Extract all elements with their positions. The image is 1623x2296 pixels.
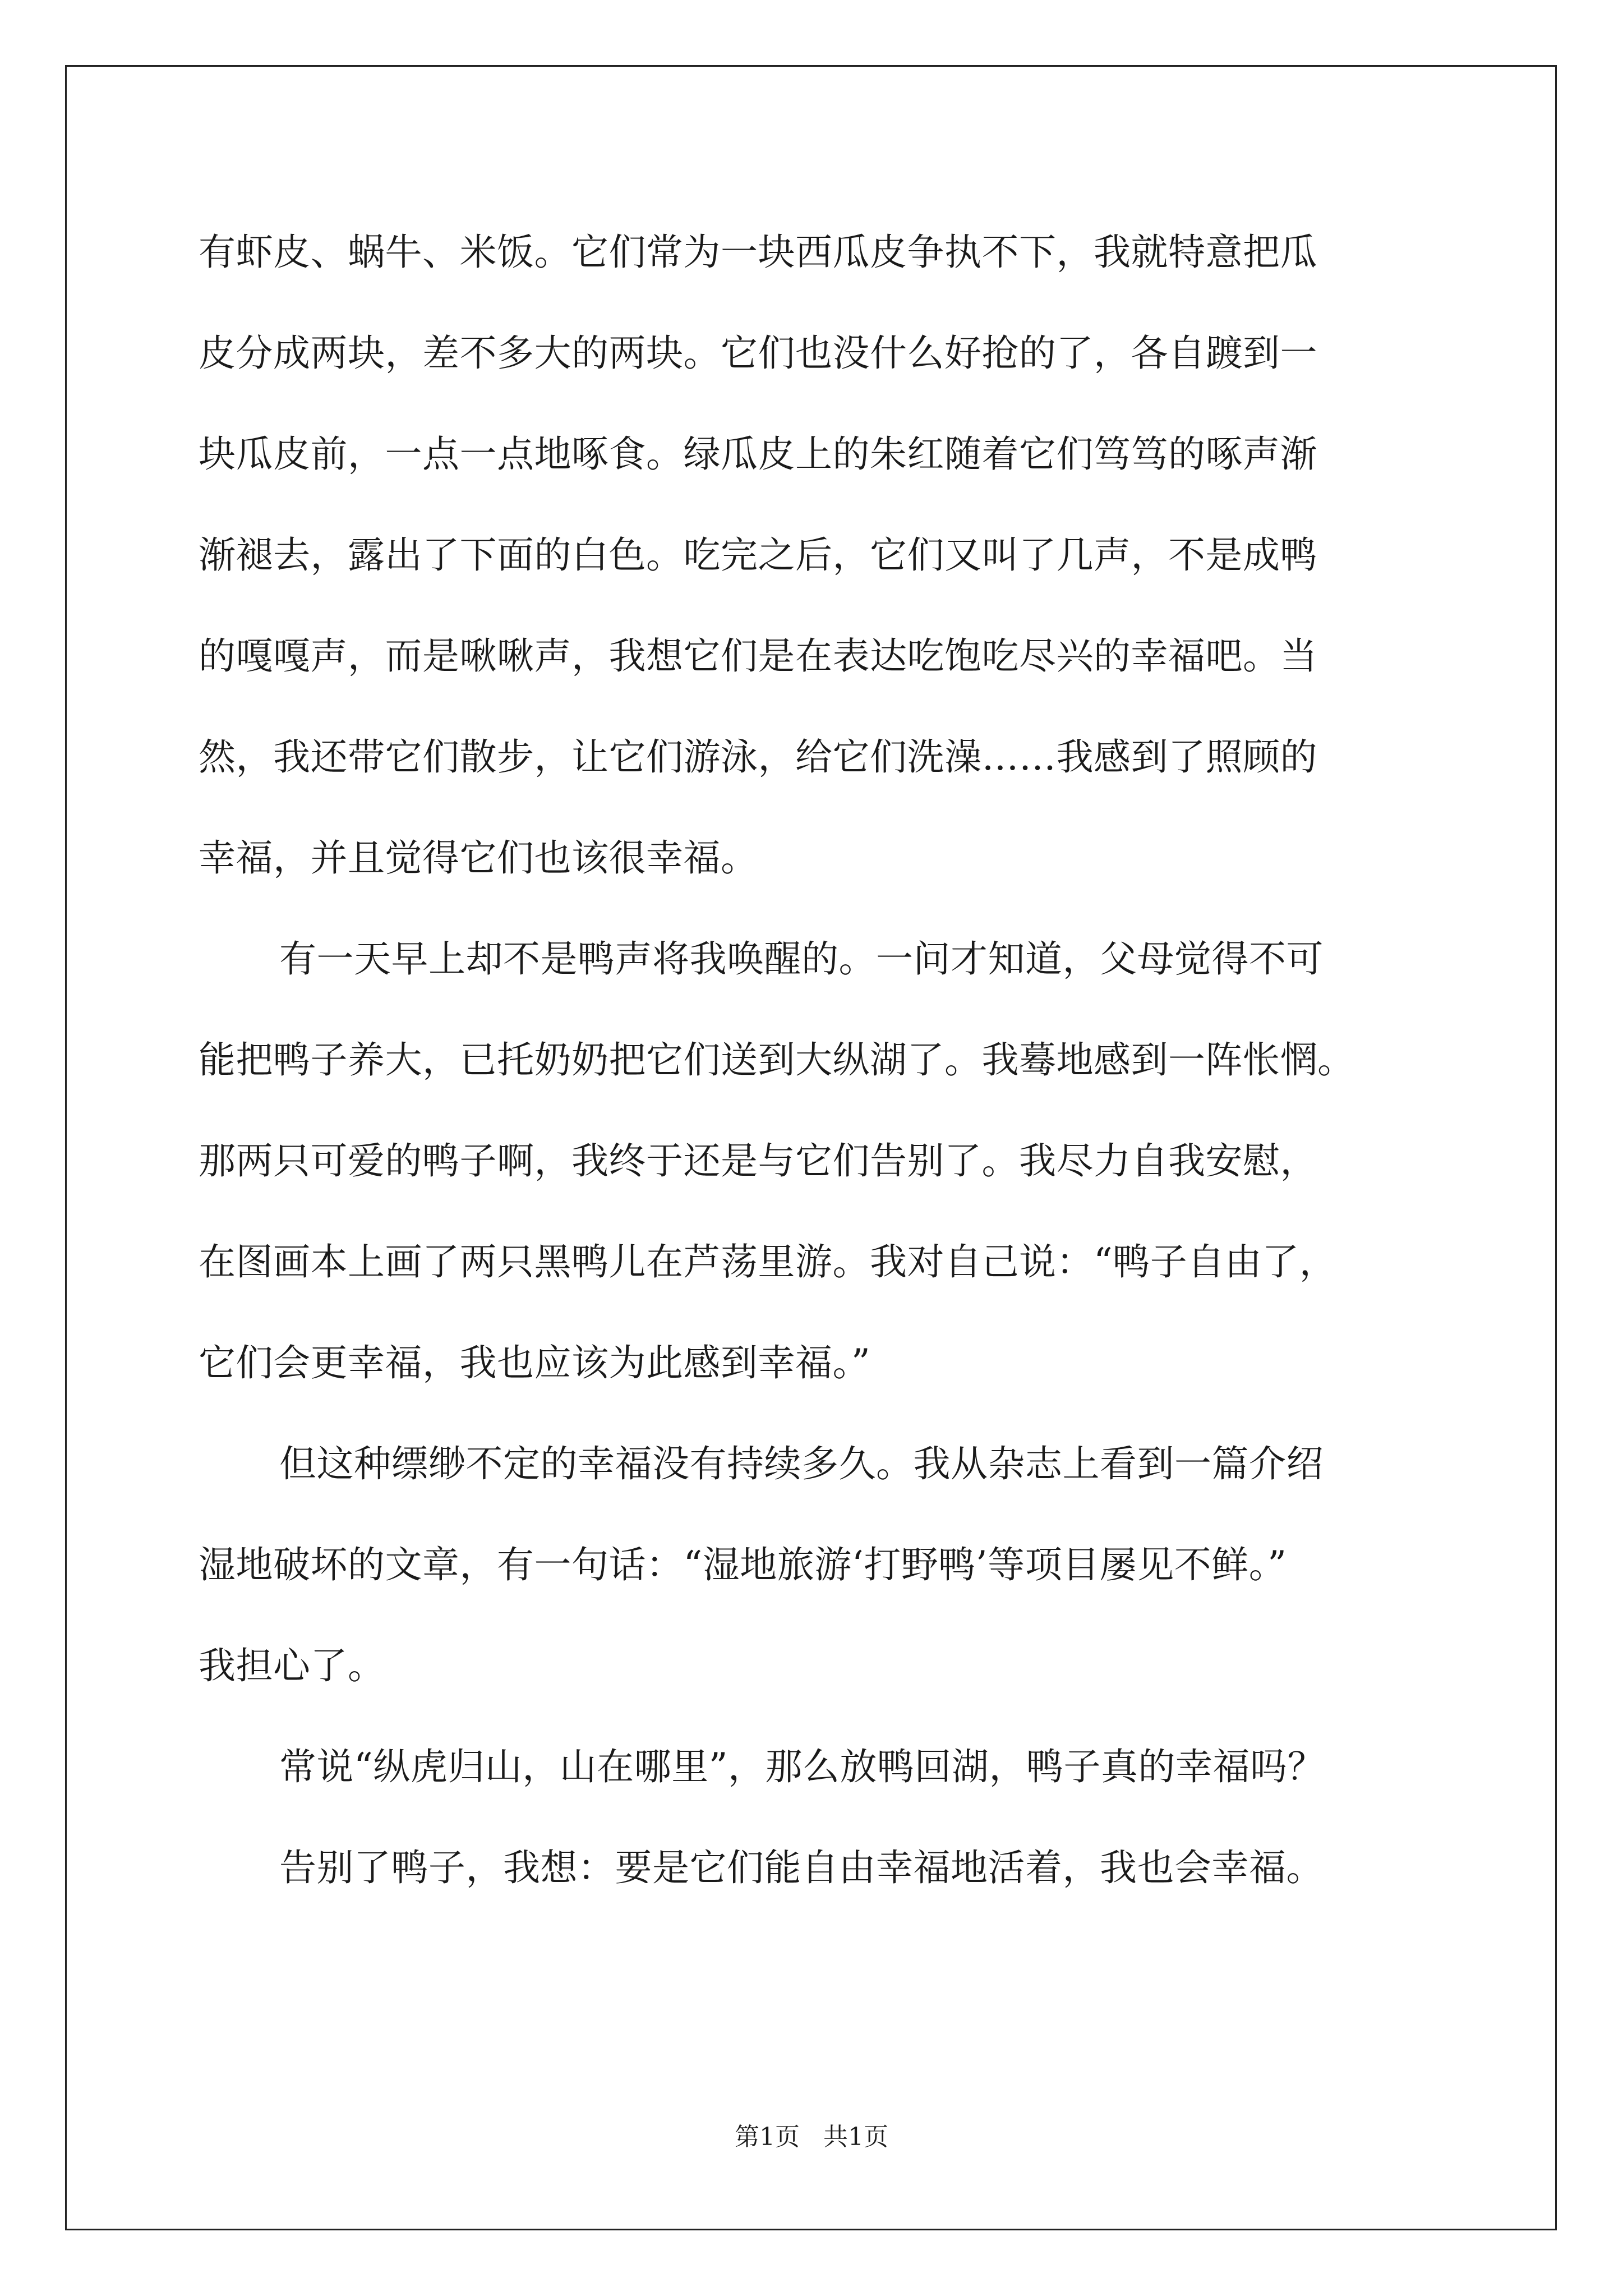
text-line: 皮分成两块，差不多大的两块。它们也没什么好抢的了，各自踱到一 — [199, 332, 1317, 375]
text-line: 那两只可爱的鸭子啊，我终于还是与它们告别了。我尽力自我安慰， — [199, 1139, 1317, 1182]
text-line: 有虾皮、蜗牛、米饭。它们常为一块西瓜皮争执不下，我就特意把瓜 — [199, 231, 1317, 274]
text-line: 我担心了。 — [199, 1644, 385, 1687]
text-line: 能把鸭子养大，已托奶奶把它们送到大纵湖了。我蓦地感到一阵怅惘。 — [199, 1038, 1355, 1082]
page-number-footer: 第1页 共1页 — [735, 2123, 888, 2151]
text-line: 然，我还带它们散步，让它们游泳，给它们洗澡……我感到了照顾的 — [199, 735, 1317, 779]
paragraph-first-line: 有一天早上却不是鸭声将我唤醒的。一问才知道，父母觉得不可 — [279, 937, 1324, 981]
text-line: 幸福，并且觉得它们也该很幸福。 — [199, 836, 758, 880]
text-line: 湿地破坏的文章，有一句话：“湿地旅游‘打野鸭’等项目屡见不鲜。” — [199, 1543, 1287, 1586]
text-line: 渐褪去，露出了下面的白色。吃完之后，它们又叫了几声，不是成鸭 — [199, 533, 1317, 577]
text-line: 在图画本上画了两只黑鸭儿在芦荡里游。我对自己说：“鸭子自由了， — [199, 1240, 1337, 1283]
text-line: 的嘎嘎声，而是啾啾声，我想它们是在表达吃饱吃尽兴的幸福吧。当 — [199, 634, 1317, 678]
paragraph-first-line: 常说“纵虎归山，山在哪里”，那么放鸭回湖，鸭子真的幸福吗？ — [279, 1745, 1325, 1788]
paragraph-first-line: 告别了鸭子，我想：要是它们能自由幸福地活着，我也会幸福。 — [279, 1846, 1324, 1889]
paragraph-first-line: 但这种缥缈不定的幸福没有持续多久。我从杂志上看到一篇介绍 — [279, 1442, 1324, 1485]
text-line: 块瓜皮前，一点一点地啄食。绿瓜皮上的朱红随着它们笃笃的啄声渐 — [199, 432, 1317, 476]
text-line: 它们会更幸福，我也应该为此感到幸福。” — [199, 1341, 871, 1384]
